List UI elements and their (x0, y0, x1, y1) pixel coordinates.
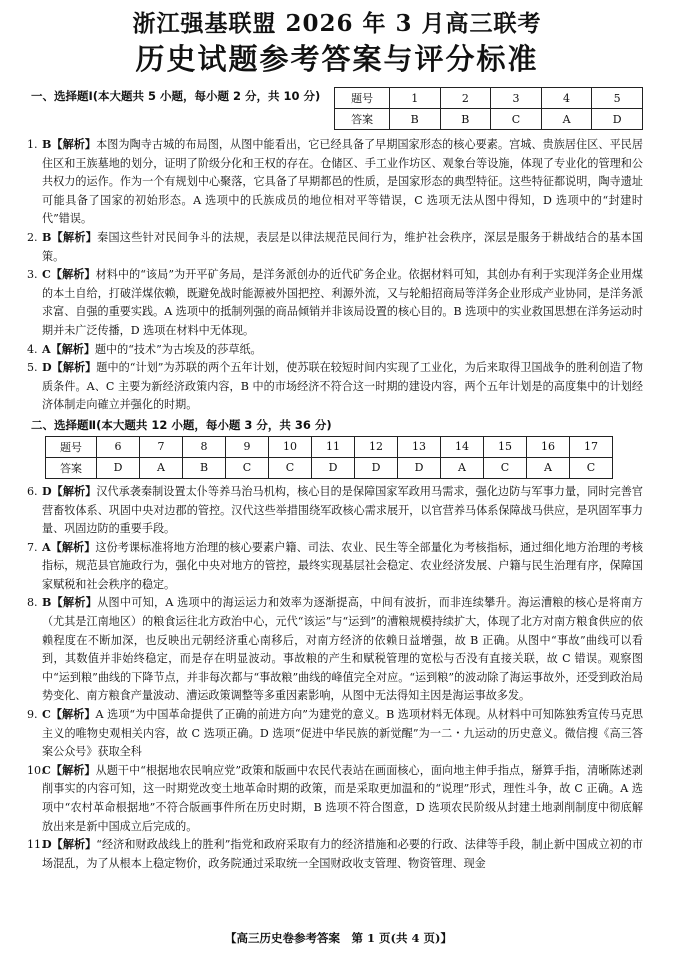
explanation-item (27, 136, 643, 229)
explanation-text: 从图中可知，A 选项中的海运运力和效率为逐渐提高，中间有波折，而非连续攀升。海运漕粮的核心是将南方（尤其是江南地区）的粮食运往北方政治中心，元代“该运”与“运到”的漕粮规模持续扩大，体现了北方对南方粮食供应的依赖程度在不断加深，也反映出元朝经济重心南移后，对南方经济的依赖日益增强，故 B 正确。从图中“事故”曲线可以看到，其数值并非始终稳定，而是存在明显波动。事故粮的产生和赋税管理的宽松与否没有直接关联，故 C 错误。观察图中“运到粮”曲线的下降节点，并非每次都与“事故粮”曲线的峰值完全对应。“运到粮”的波动除了海运事故外，还受到政治局势变化、南方粮食产量波动、漕运政策调整等多重因素影响，从图中无法得知主因是海运事故多发。 (42, 596, 643, 703)
answer-cell: C (484, 457, 527, 478)
question-number: 16 (527, 436, 570, 457)
explanation-text: “经济和财政战线上的胜利”指党和政府采取有力的经济措施和必要的行政、法律等手段，制止新中国成立初的市场混乱，为了从根本上稳定物价，政务院通过采取统一全国财政收支管理、物资管理、现金 (42, 838, 643, 870)
explanation-text: 这份考课标准将地方治理的核心要素户籍、司法、农业、民生等全部量化为考核指标，通过细化地方治理的考核指标，规范县官施政行为，强化中央对地方的管控，最终实现基层社会稳定、农业经济发展、户籍与民生治理有序，保障国家赋税和社会秩序的稳定。 (42, 540, 643, 591)
table-row (46, 457, 613, 478)
item-number: 2. (27, 230, 38, 244)
answer-cell: C (570, 457, 613, 478)
explanation-text: A 选项“为中国革命提供了正确的前进方向”为建党的意义。B 选项材料无体现。从材料中可知陈独秀宣传马克思主义的唯物史观相关内容，故 C 选项正确。D 选项“促进中华民族的新觉醒”为一二・九运动的历史意义。微信搜《高三答案公众号》获取全科 (42, 708, 643, 759)
answer-cell: D (97, 457, 140, 478)
question-number: 1 (389, 88, 440, 109)
row-label-answer: 答案 (46, 457, 97, 478)
answer-cell: D (592, 109, 643, 130)
item-number: 4. (27, 342, 38, 356)
item-number: 8. (27, 596, 38, 610)
answer-tag: C【解析】 (42, 763, 96, 777)
explanation-item (27, 483, 643, 539)
item-number: 6. (27, 484, 38, 498)
section2-heading: 二、选择题Ⅱ(本大题共 12 小题，每小题 3 分，共 36 分) (31, 417, 332, 432)
table-row (335, 88, 643, 109)
page-footer: 【高三历史卷参考答案 第 1 页(共 4 页)】 (225, 931, 452, 945)
answer-tag: A【解析】 (42, 540, 96, 554)
explanation-text: 题中的“技术”为古埃及的莎草纸。 (94, 342, 262, 356)
explanation-text: 汉代承袭秦制设置太仆等养马治马机构，核心目的是保障国家军政用马需求，强化边防与军事力量，同时完善官营畜牧体系、巩固中央对边郡的管控。汉代这些举措围绕军政核心需求展开，以官营养马体系保障战马供应，是巩固军事力量、巩固边防的重要手段。 (42, 484, 643, 536)
item-number: 3. (27, 268, 38, 282)
answer-cell: A (441, 457, 484, 478)
question-number: 12 (355, 436, 398, 457)
answer-tag: D【解析】 (42, 361, 97, 375)
answer-cell: D (312, 457, 355, 478)
question-number: 4 (541, 88, 592, 109)
answer-tag: C【解析】 (42, 708, 96, 722)
answer-cell: C (491, 109, 542, 130)
exam-title: 浙江强基联盟 2026 年 3 月高三联考 (132, 10, 542, 37)
explanation-item (27, 266, 643, 340)
section1-explanations (27, 136, 643, 415)
answer-cell: A (140, 457, 183, 478)
section1-answer-table (334, 87, 643, 130)
explanation-text: 秦国这些针对民间争斗的法规，表层是以律法规范民间行为，维护社会秩序，深层是服务于耕战结合的基本国策。 (42, 230, 643, 263)
table-row (46, 436, 613, 457)
question-number: 2 (440, 88, 491, 109)
question-number: 6 (97, 436, 140, 457)
answer-cell: D (355, 457, 398, 478)
explanation-item (27, 341, 643, 360)
section1-heading: 一、选择题Ⅰ(本大题共 5 小题，每小题 2 分，共 10 分) (31, 89, 321, 103)
question-number: 5 (592, 88, 643, 109)
explanation-text: 从题干中“根据地农民响应党”政策和版画中农民代表站在画面核心，面向地主伸手指点，掰算手指，清晰陈述剥削事实的内容可知，这一时期党改变土地革命时期的政策，而是采取更加温和的“说理”形式，理性斗争，故 C 正确。A 选项中“农村革命根据地”不符合版画事件所在历史时期，B 选项不符合图意，D 选项农民阶级从封建土地剥削制度中彻底解放出来是新中国成立后完成的。 (42, 763, 643, 833)
explanation-item (27, 836, 643, 873)
answer-cell: C (226, 457, 269, 478)
answer-cell: C (269, 457, 312, 478)
explanation-text: 题中的“计划”为苏联的两个五年计划，使苏联在较短时间内实现了工业化，为后来取得卫国战争的胜利创造了物质条件。A、C 主要为新经济政策内容，B 中的市场经济不符合这一时期的建设内容，两个五年计划是的高度集中的计划经济体制走向確立并强化的时期。 (42, 361, 643, 412)
table-row (335, 109, 643, 130)
answer-cell: B (440, 109, 491, 130)
answer-tag: D【解析】 (42, 838, 97, 852)
answer-cell: A (527, 457, 570, 478)
answer-cell: B (183, 457, 226, 478)
document-subtitle: 历史试题参考答案与评分标准 (135, 42, 539, 76)
explanation-item (27, 706, 643, 762)
item-number: 5. (27, 361, 38, 375)
answer-tag: C【解析】 (42, 268, 96, 282)
item-number: 10. (27, 763, 45, 777)
question-number: 8 (183, 436, 226, 457)
answer-tag: B【解析】 (42, 230, 98, 244)
answer-cell: B (389, 109, 440, 130)
question-number: 7 (140, 436, 183, 457)
item-number: 7. (27, 540, 38, 554)
question-number: 14 (441, 436, 484, 457)
explanation-item (27, 229, 643, 266)
explanation-text: 材料中的“该局”为开平矿务局，是洋务派创办的近代矿务企业。依据材料可知，其创办有利于实现洋务企业用煤的本土自给，打破洋煤依赖，既避免战时能源被外国把控、利源外流，又与轮船招商局等洋务企业形成产业协同，是洋务派求富、自强的重要实践。A 选项中的抵制列强的商品倾销并非该局设置的核心目的。B 选项中的实业救国思想在洋务运动时期并未广泛传播，D 选项在材料中无体现。 (42, 268, 643, 337)
section1-row (31, 87, 643, 130)
item-number: 11. (27, 838, 45, 852)
explanation-item (27, 359, 643, 415)
question-number: 13 (398, 436, 441, 457)
item-number: 1. (27, 138, 38, 151)
answer-cell: A (541, 109, 592, 130)
answer-tag: D【解析】 (42, 484, 97, 498)
row-label-question: 题号 (46, 436, 97, 457)
explanation-item (27, 594, 643, 706)
explanation-item (27, 539, 643, 595)
question-number: 9 (226, 436, 269, 457)
question-number: 15 (484, 436, 527, 457)
explanation-text: 本图为陶寺古城的布局图，从图中能看出，它已经具备了早期国家形态的核心要素。宫城、贵族居住区、平民居住区和王族墓地的划分，证明了阶级分化和王权的存在。仓储区、手工业作坊区、观象台等设施，体现了专业化的管理和公共权力的运作。作为一个有规划中心聚落，它具备了早期都邑的性质，是国家形态的典型特征。这些特征都说明，陶寺遗址可能具备了国家的初始形态。A 选项中的氏族成员的地位相对平等错误，C 选项无法从图中得知，D 选项中的“封建时代”错误。 (42, 138, 643, 226)
item-number: 9. (27, 708, 38, 722)
question-number: 11 (312, 436, 355, 457)
answer-tag: B【解析】 (42, 596, 98, 610)
section2-answer-table (45, 436, 613, 479)
answer-tag: A【解析】 (42, 342, 95, 356)
explanation-item (27, 762, 643, 836)
row-label-question: 题号 (335, 88, 390, 109)
answer-tag: B【解析】 (42, 138, 97, 151)
question-number: 3 (491, 88, 542, 109)
row-label-answer: 答案 (335, 109, 390, 130)
question-number: 10 (269, 436, 312, 457)
section2-explanations (27, 483, 643, 873)
question-number: 17 (570, 436, 613, 457)
answer-cell: D (398, 457, 441, 478)
